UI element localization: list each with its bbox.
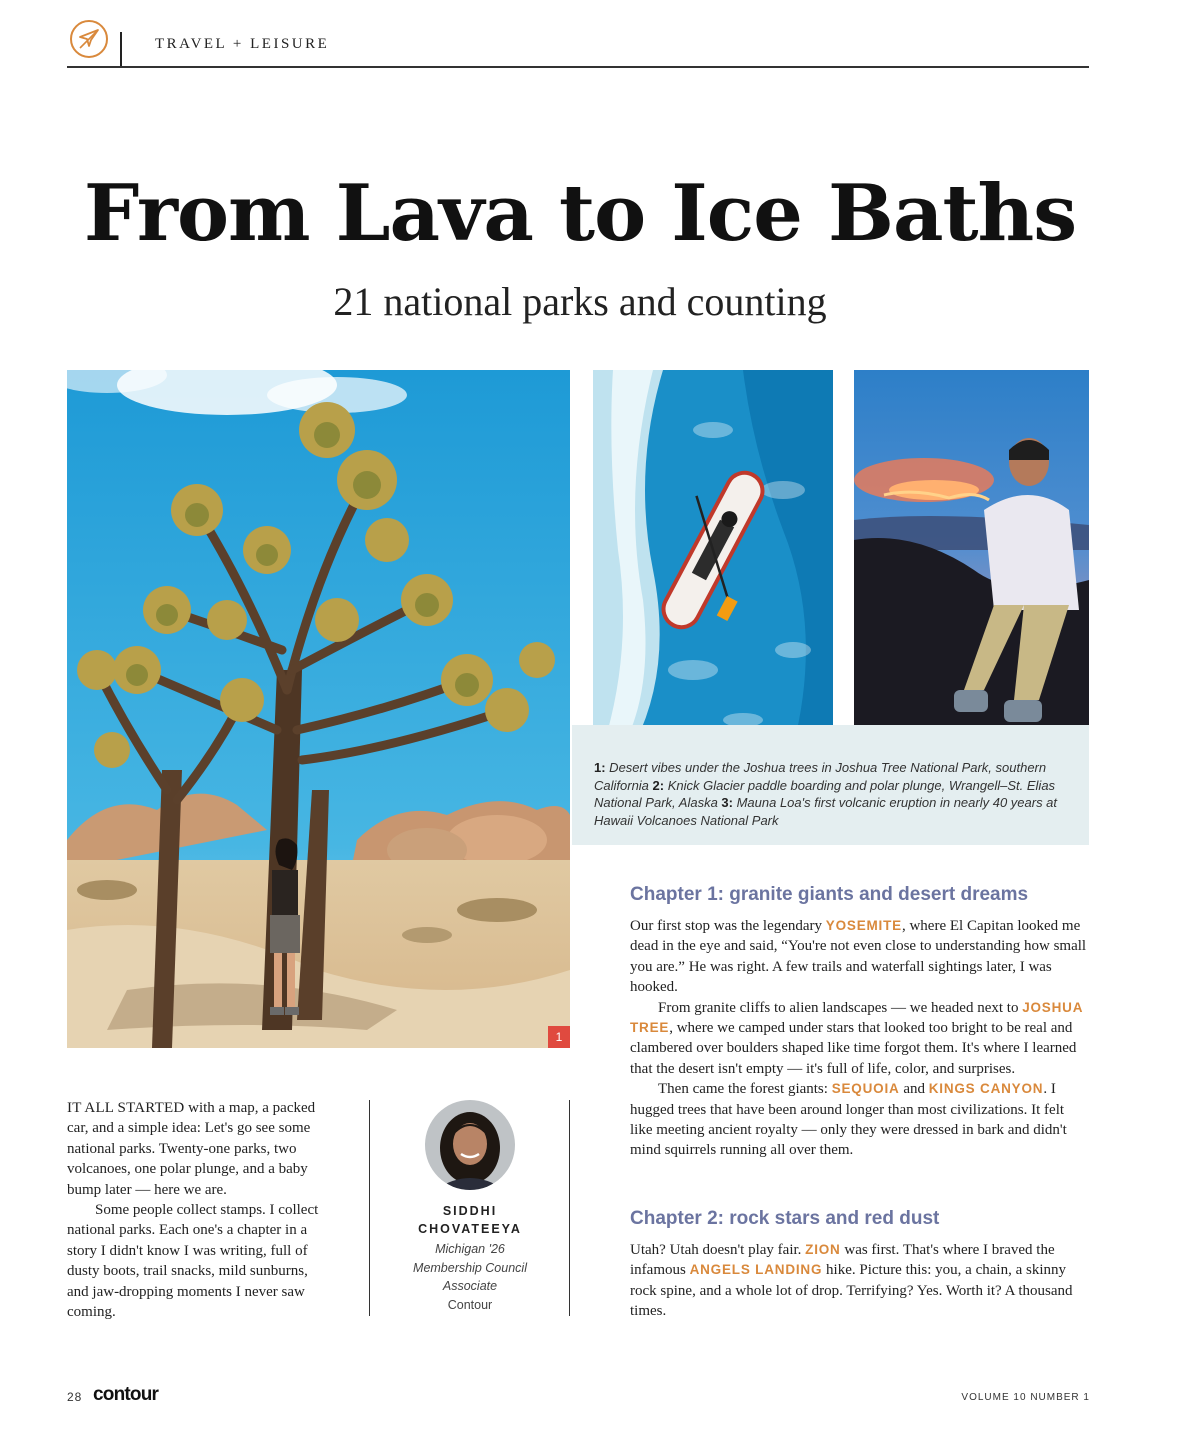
airplane-icon <box>70 20 108 58</box>
author-avatar <box>425 1100 515 1190</box>
chapter-paragraph <box>630 916 1090 998</box>
park-name: YOSEMITE <box>825 918 902 933</box>
park-name: SEQUOIA <box>831 1081 900 1097</box>
caption-number: 1: <box>594 760 606 775</box>
intro-paragraph: Some people collect stamps. I collect national parks. Each one's a chapter in a story I didn't know I was writing, full of dusty boots, trail snacks, mild sunburns, and jaw-dropping moments I never saw coming. <box>67 1202 319 1321</box>
article-subtitle: 21 national parks and counting <box>333 279 827 324</box>
chapter-text: . I hugged trees that have been around longer than most civilizations. It felt like meeting ancient royalty — only they were dressed in bark and didn't mind squirrels running all over them. <box>630 1081 1067 1159</box>
header-divider <box>120 32 122 66</box>
intro-column <box>67 1098 329 1322</box>
intro-lead: IT ALL STARTED <box>67 1100 185 1116</box>
column-divider <box>569 1100 570 1316</box>
intro-paragraph <box>67 1098 329 1200</box>
caption-text: Knick Glacier paddle boarding and polar plunge, Wrangell–St. Elias National Park, Alaska <box>594 777 1056 810</box>
author-role: Associate <box>442 1279 498 1293</box>
intro-text: with a map, a packed car, and a simple idea: Let's go see some national parks. Twenty-one parks, two volcanoes, one polar plunge, and a baby bump later — here we are. <box>67 1100 316 1198</box>
author-org: Contour <box>447 1297 493 1312</box>
chapter-2-body <box>630 1240 1090 1322</box>
chapter-paragraph <box>630 1079 1090 1161</box>
chapter-text: was first. That's where I braved the infamous <box>630 1242 1055 1279</box>
volcano-eruption-photo <box>854 370 1089 747</box>
chapter-text: hike. Picture this: you, a chain, a skinny rock spine, and a whole lot of drop. Terrifying? Yes. Worth it? A thousand times. <box>630 1262 1073 1320</box>
caption-number: 2: <box>652 777 665 793</box>
author-school: Michigan '26 <box>435 1242 505 1256</box>
author-name-line: CHOVATEEYA <box>418 1222 522 1236</box>
author-name <box>372 1202 568 1238</box>
park-name: KINGS CANYON <box>928 1081 1044 1097</box>
chapter-text: , where we camped under stars that looked too bright to be real and clambered over boulders shaped like time forgot them. It's where I learned that the desert isn't empty — it's full of life, color, and surprises. <box>630 1020 1077 1077</box>
header-rule <box>67 66 1089 68</box>
brand-logo: contour <box>93 1384 159 1405</box>
chapter-text: From granite cliffs to alien landscapes — we headed next to <box>658 999 1023 1016</box>
joshua-tree-photo <box>67 370 570 1048</box>
photo-number-badge: 1 <box>548 1026 570 1048</box>
volume-label: VOLUME 10 NUMBER 1 <box>961 1392 1090 1403</box>
chapter-paragraph <box>630 1240 1090 1322</box>
column-divider <box>369 1100 370 1316</box>
author-meta <box>372 1240 568 1314</box>
chapter-1-heading: Chapter 1: granite giants and desert dreams <box>630 884 1029 905</box>
photo-caption <box>594 759 1072 829</box>
chapter-1-body <box>630 916 1090 1161</box>
page-number: 28 <box>67 1390 83 1404</box>
chapter-text: Utah? Utah doesn't play fair. <box>630 1242 806 1258</box>
chapter-2-heading: Chapter 2: rock stars and red dust <box>630 1208 940 1229</box>
chapter-text: and <box>899 1081 929 1098</box>
chapter-text: Then came the forest giants: <box>658 1081 832 1098</box>
section-label: TRAVEL + LEISURE <box>155 36 330 52</box>
chapter-text: Our first stop was the legendary <box>630 918 826 934</box>
article-title: From Lava to Ice Baths <box>83 168 1077 259</box>
park-name: ANGELS LANDING <box>689 1262 823 1278</box>
park-name: JOSHUA TREE <box>630 999 1083 1036</box>
caption-text: Mauna Loa's first volcanic eruption in nearly 40 years at Hawaii Volcanoes National Park <box>594 795 1058 828</box>
caption-text: Desert vibes under the Joshua trees in Joshua Tree National Park, southern California <box>594 760 1047 793</box>
chapter-paragraph <box>630 998 1090 1080</box>
author-role: Membership Council <box>413 1260 527 1275</box>
park-name: ZION <box>805 1242 841 1257</box>
caption-number: 3: <box>721 795 733 810</box>
author-name-line: SIDDHI <box>442 1204 498 1218</box>
paddleboard-glacier-photo <box>593 370 833 747</box>
chapter-text: , where El Capitan looked me dead in the eye and said, “You're not even close to understanding how small you are.” He was right. A few trails and waterfall sightings later, I was hooked. <box>630 918 1087 996</box>
